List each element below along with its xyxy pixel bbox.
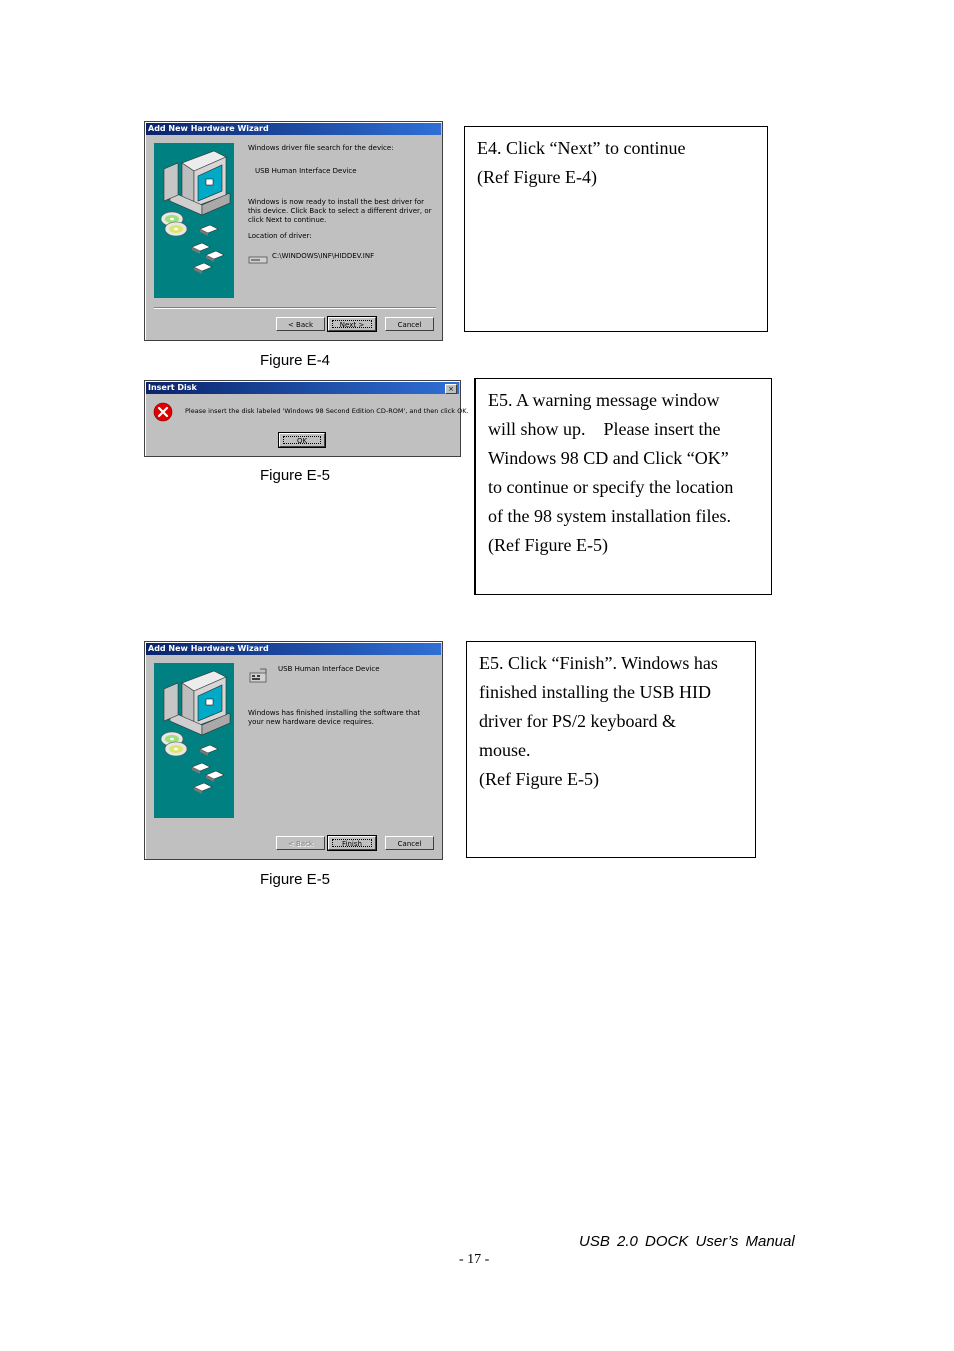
step-text-line: E5. A warning message window bbox=[488, 390, 720, 410]
next-button-label: Next > bbox=[339, 321, 365, 329]
step-text-line: (Ref Figure E-5) bbox=[479, 769, 599, 789]
insert-disk-message: Please insert the disk labeled 'Windows 98 Second Edition CD-ROM', and then click OK. bbox=[185, 407, 469, 415]
dialog-title: Insert Disk bbox=[148, 383, 197, 392]
finish-button[interactable] bbox=[328, 836, 376, 850]
floppy-disk-icon bbox=[192, 225, 224, 274]
step-text-line: driver for PS/2 keyboard & bbox=[479, 711, 676, 731]
figure-caption: Figure E-5 bbox=[260, 871, 331, 888]
wizard-titlebar bbox=[146, 123, 441, 135]
device-name: USB Human Interface Device bbox=[255, 167, 357, 175]
next-button[interactable] bbox=[328, 317, 376, 331]
step-text-line: will show up. Please insert the bbox=[488, 419, 721, 439]
cancel-button[interactable]: Cancel bbox=[385, 836, 434, 850]
page-number: - 17 - bbox=[459, 1252, 490, 1267]
focus-rect bbox=[332, 839, 372, 847]
button-separator bbox=[154, 307, 436, 309]
driver-file-icon bbox=[248, 255, 268, 265]
ok-button-label: OK bbox=[296, 437, 308, 445]
cancel-button[interactable]: Cancel bbox=[385, 317, 434, 331]
driver-location-label: Location of driver: bbox=[248, 232, 312, 240]
step-text-line: Windows 98 CD and Click “OK” bbox=[488, 448, 729, 468]
step-text-line: of the 98 system installation files. bbox=[488, 506, 731, 526]
back-button[interactable]: < Back bbox=[276, 317, 325, 331]
step-text-line: mouse. bbox=[479, 740, 531, 760]
manual-title: USB 2.0 DOCK User’s Manual bbox=[579, 1233, 795, 1250]
close-button[interactable]: × bbox=[445, 384, 457, 394]
computer-icon bbox=[164, 151, 230, 215]
step-text-line: to continue or specify the location bbox=[488, 477, 734, 497]
step-e5-finish-box bbox=[466, 641, 756, 858]
focus-rect bbox=[283, 436, 321, 444]
fig-e4-wizard-window bbox=[144, 121, 443, 341]
wizard-illustration bbox=[154, 143, 234, 298]
figure-caption: Figure E-5 bbox=[260, 467, 331, 484]
step-text-line: E4. Click “Next” to continue bbox=[477, 138, 686, 158]
fig-e5-finish-wizard-window bbox=[144, 641, 443, 860]
wizard-titlebar bbox=[146, 643, 441, 655]
finish-button-label: Finish bbox=[342, 840, 362, 848]
error-icon bbox=[153, 402, 173, 422]
insert-disk-dialog bbox=[144, 380, 469, 457]
step-text-line: (Ref Figure E-4) bbox=[477, 167, 597, 187]
hardware-device-icon bbox=[248, 667, 270, 685]
finished-text: Windows has finished installing the software that your new hardware device requires. bbox=[248, 709, 421, 726]
wizard-illustration bbox=[154, 663, 234, 818]
window-title: Add New Hardware Wizard bbox=[148, 644, 269, 653]
step-e5-warning-box bbox=[474, 378, 772, 595]
cd-disc-icon bbox=[161, 212, 187, 236]
step-e4-box bbox=[464, 126, 768, 332]
driver-path: C:\WINDOWS\INF\HIDDEV.INF bbox=[272, 252, 375, 260]
figure-caption: Figure E-4 bbox=[260, 352, 331, 369]
ok-button[interactable] bbox=[279, 433, 325, 447]
focus-rect bbox=[332, 320, 372, 328]
driver-search-label: Windows driver file search for the device: bbox=[248, 144, 394, 152]
computer-icon bbox=[164, 671, 230, 735]
cd-disc-icon bbox=[161, 732, 187, 756]
step-text-line: E5. Click “Finish”. Windows has bbox=[479, 653, 718, 673]
floppy-disk-icon bbox=[192, 745, 224, 794]
install-ready-text: Windows is now ready to install the best driver for this device. Click Back to select a different driver, or click Next to continue. bbox=[248, 198, 432, 224]
dialog-titlebar bbox=[146, 382, 459, 394]
device-name: USB Human Interface Device bbox=[278, 665, 380, 673]
step-text-line: (Ref Figure E-5) bbox=[488, 535, 608, 555]
back-button[interactable]: < Back bbox=[276, 836, 325, 850]
window-title: Add New Hardware Wizard bbox=[148, 124, 269, 133]
step-text-line: finished installing the USB HID bbox=[479, 682, 711, 702]
